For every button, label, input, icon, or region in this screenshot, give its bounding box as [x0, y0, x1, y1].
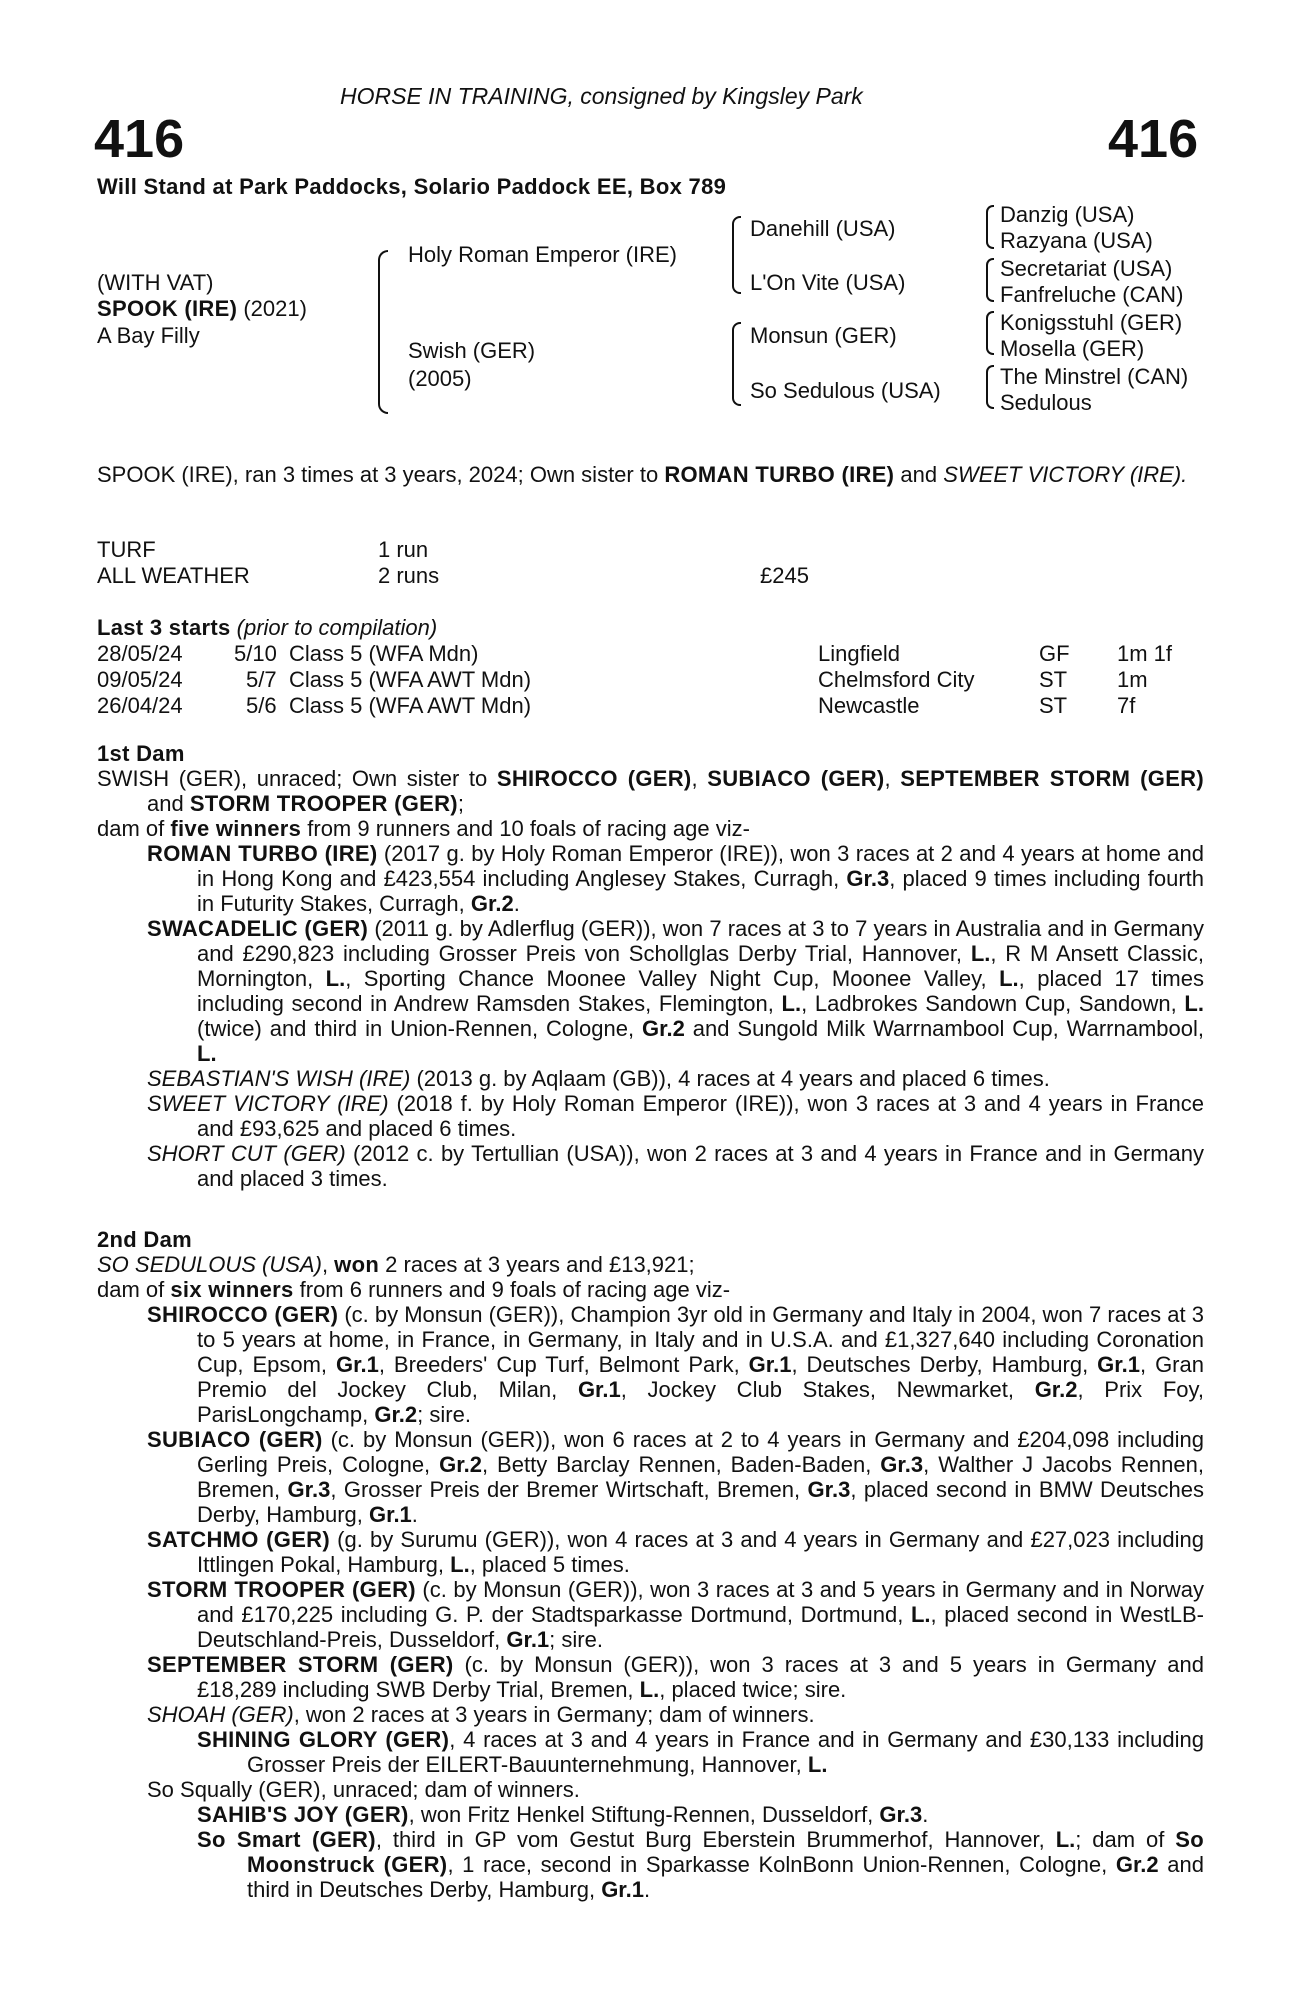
pedigree-ssd: Razyana (USA): [1000, 228, 1153, 253]
horse-name: SPOOK (IRE): [97, 296, 238, 321]
summary-and: and: [894, 462, 944, 487]
second-dam-produce-summary: dam of six winners from 6 runners and 9 foals of racing age viz-: [97, 1277, 731, 1302]
catalogue-header: HORSE IN TRAINING, consigned by Kingsley Park: [340, 83, 863, 109]
start-distance: 7f: [1117, 693, 1136, 718]
produce-entry: SATCHMO (GER) (g. by Surumu (GER)), won 4 races at 3 and 4 years in Germany and £27,023 including Ittlingen Pokal, Hamburg, L., placed 5 times.: [147, 1527, 1204, 1577]
last-starts-title: Last 3 starts: [97, 615, 231, 640]
aw-prize: £245: [760, 563, 809, 588]
pedigree-dss: Konigsstuhl (GER): [1000, 310, 1183, 335]
produce-entry: SWEET VICTORY (IRE) (2018 f. by Holy Roman Emperor (IRE)), won 3 races at 3 and 4 years in France and £93,625 and placed 6 times.: [147, 1091, 1205, 1141]
turf-label: TURF: [97, 537, 156, 562]
produce-entry: SEPTEMBER STORM (GER) (c. by Monsun (GER)), won 3 races at 3 and 5 years in Germany and £18,289 including SWB Derby Trial, Bremen, L., placed twice; sire.: [147, 1652, 1204, 1702]
start-position: 5/10: [234, 641, 277, 666]
start-race: Class 5 (WFA AWT Mdn): [289, 667, 532, 692]
pedigree-brace-3a: [986, 205, 994, 249]
pedigree-sss: Danzig (USA): [1000, 202, 1135, 227]
start-race: Class 5 (WFA Mdn): [289, 641, 479, 666]
second-dam-intro: SO SEDULOUS (USA), won 2 races at 3 years and £13,921;: [97, 1252, 695, 1277]
produce-entry: SAHIB'S JOY (GER), won Fritz Henkel Stiftung-Rennen, Dusseldorf, Gr.3.: [197, 1802, 929, 1827]
pedigree-dsd: Mosella (GER): [1000, 336, 1145, 361]
pedigree-ddd: Sedulous: [1000, 390, 1092, 415]
lot-number-right: 416: [1108, 109, 1199, 169]
produce-entry: So Squally (GER), unraced; dam of winners.: [147, 1777, 580, 1802]
pedigree-sdd: Fanfreluche (CAN): [1000, 282, 1184, 307]
lot-number-left: 416: [94, 109, 185, 169]
second-dam-section: [97, 1227, 1204, 1902]
start-course: Newcastle: [818, 693, 920, 718]
start-course: Chelmsford City: [818, 667, 975, 692]
stable-location: Will Stand at Park Paddocks, Solario Paddock EE, Box 789: [97, 174, 727, 199]
produce-entry: SHOAH (GER), won 2 races at 3 years in Germany; dam of winners.: [147, 1702, 815, 1727]
pedigree-dam-sire: Monsun (GER): [750, 323, 897, 348]
produce-entry: SEBASTIAN'S WISH (IRE) (2013 g. by Aqlaam (GB)), 4 races at 4 years and placed 6 times.: [147, 1066, 1050, 1091]
last-starts-subtitle: (prior to compilation): [236, 615, 438, 640]
start-date: 26/04/24: [97, 693, 183, 718]
last-starts-heading: [97, 615, 437, 640]
start-date: 28/05/24: [97, 641, 183, 666]
second-dam-heading: 2nd Dam: [97, 1227, 193, 1252]
produce-entry: SHIROCCO (GER) (c. by Monsun (GER)), Champion 3yr old in Germany and Italy in 2004, won 7 races at 3 to 5 years at home, in France, in Germany, in Italy and in U.S.A. and £1,327,640 including Coronation Cup, Epsom, Gr.1, Breeders' Cup Turf, Belmont Park, Gr.1, Deutsches Derby, Hamburg, Gr.1, Gran Premio del Jockey Club, Milan, Gr.1, Jockey Club Stakes, Newmarket, Gr.2, Prix Foy, ParisLongchamp, Gr.2; sire.: [147, 1302, 1205, 1427]
produce-entry: SHINING GLORY (GER), 4 races at 3 and 4 years in France and in Germany and £30,133 including Grosser Preis der EILERT-Bauunternehmung, Hannover, L.: [197, 1727, 1204, 1777]
produce-entry: So Smart (GER), third in GP vom Gestut Burg Eberstein Brummerhof, Hannover, L.; dam of So Moonstruck (GER), 1 race, second in Sparkasse KolnBonn Union-Rennen, Cologne, Gr.2 and third in Deutsches Derby, Hamburg, Gr.1.: [197, 1827, 1204, 1902]
produce-entry: SWACADELIC (GER) (2011 g. by Adlerflug (GER)), won 7 races at 3 to 7 years in Australia and in Germany and £290,823 including Grosser Preis von Schollglas Derby Trial, Hannover, L., R M Ansett Classic, Mornington, L., Sporting Chance Moonee Valley Night Cup, Moonee Valley, L., placed 17 times including second in Andrew Ramsden Stakes, Flemington, L., Ladbrokes Sandown Cup, Sandown, L. (twice) and third in Union-Rennen, Cologne, Gr.2 and Sungold Milk Warrnambool Cup, Warrnambool, L.: [147, 916, 1204, 1066]
pedigree-sire-sire: Danehill (USA): [750, 216, 896, 241]
summary-text: SPOOK (IRE), ran 3 times at 3 years, 2024; Own sister to: [97, 462, 665, 487]
vat-note: (WITH VAT): [97, 270, 214, 295]
produce-entry: STORM TROOPER (GER) (c. by Monsun (GER)), won 3 races at 3 and 5 years in Germany and in Norway and £170,225 including G. P. der Stadtsparkasse Dortmund, Dortmund, L., placed second in WestLB-Deutschland-Preis, Dusseldorf, Gr.1; sire.: [147, 1577, 1205, 1652]
produce-entry: SUBIACO (GER) (c. by Monsun (GER)), won 6 races at 2 to 4 years in Germany and £204,098 including Gerling Preis, Cologne, Gr.2, Betty Barclay Rennen, Baden-Baden, Gr.3, Walther J Jacobs Rennen, Bremen, Gr.3, Grosser Preis der Bremer Wirtschaft, Bremen, Gr.3, placed second in BMW Deutsches Derby, Hamburg, Gr.1.: [147, 1427, 1204, 1527]
race-summary: [97, 462, 1204, 487]
first-dam-section: [97, 741, 1204, 1191]
pedigree-brace-3c: [986, 311, 994, 355]
horse-description: A Bay Filly: [97, 323, 200, 348]
pedigree-sire: Holy Roman Emperor (IRE): [408, 242, 677, 267]
pedigree-sds: Secretariat (USA): [1000, 256, 1173, 281]
start-race: Class 5 (WFA AWT Mdn): [289, 693, 532, 718]
start-date: 09/05/24: [97, 667, 183, 692]
pedigree-brace-3d: [986, 365, 994, 409]
pedigree-dds: The Minstrel (CAN): [1000, 364, 1189, 389]
first-dam-heading: 1st Dam: [97, 741, 185, 766]
start-going: GF: [1039, 641, 1070, 666]
start-going: ST: [1039, 667, 1068, 692]
summary-sibling-1: ROMAN TURBO (IRE): [664, 462, 895, 487]
start-position: 5/6: [246, 693, 277, 718]
produce-entry: ROMAN TURBO (IRE) (2017 g. by Holy Roman Emperor (IRE)), won 3 races at 2 and 4 years at home and in Hong Kong and £423,554 including Anglesey Stakes, Curragh, Gr.3, placed 9 times including fourth in Futurity Stakes, Curragh, Gr.2.: [147, 841, 1204, 916]
pedigree-dam-dam: So Sedulous (USA): [750, 378, 941, 403]
turf-runs: 1 run: [378, 537, 429, 562]
pedigree-dam: Swish (GER): [408, 338, 536, 363]
pedigree-brace-3b: [986, 258, 994, 302]
pedigree-sire-dam: L'On Vite (USA): [750, 270, 906, 295]
start-going: ST: [1039, 693, 1068, 718]
horse-name-line: [97, 296, 307, 321]
summary-sibling-2: SWEET VICTORY (IRE).: [943, 462, 1188, 487]
aw-runs: 2 runs: [378, 563, 440, 588]
first-dam-produce-summary: dam of five winners from 9 runners and 10 foals of racing age viz-: [97, 816, 750, 841]
pedigree-brace-sire: [732, 216, 741, 294]
pedigree-brace-gen1: [378, 250, 388, 414]
first-dam-intro: SWISH (GER), unraced; Own sister to SHIROCCO (GER), SUBIACO (GER), SEPTEMBER STORM (GER) and STORM TROOPER (GER);: [97, 766, 1204, 816]
produce-entry: SHORT CUT (GER) (2012 c. by Tertullian (USA)), won 2 races at 3 and 4 years in France and in Germany and placed 3 times.: [147, 1141, 1204, 1191]
start-distance: 1m 1f: [1117, 641, 1173, 666]
aw-label: ALL WEATHER: [97, 563, 250, 588]
pedigree-brace-dam: [732, 322, 741, 406]
horse-year: (2021): [243, 296, 307, 321]
pedigree-dam-year: (2005): [408, 366, 472, 391]
start-distance: 1m: [1117, 667, 1148, 692]
start-course: Lingfield: [818, 641, 900, 666]
start-position: 5/7: [246, 667, 277, 692]
